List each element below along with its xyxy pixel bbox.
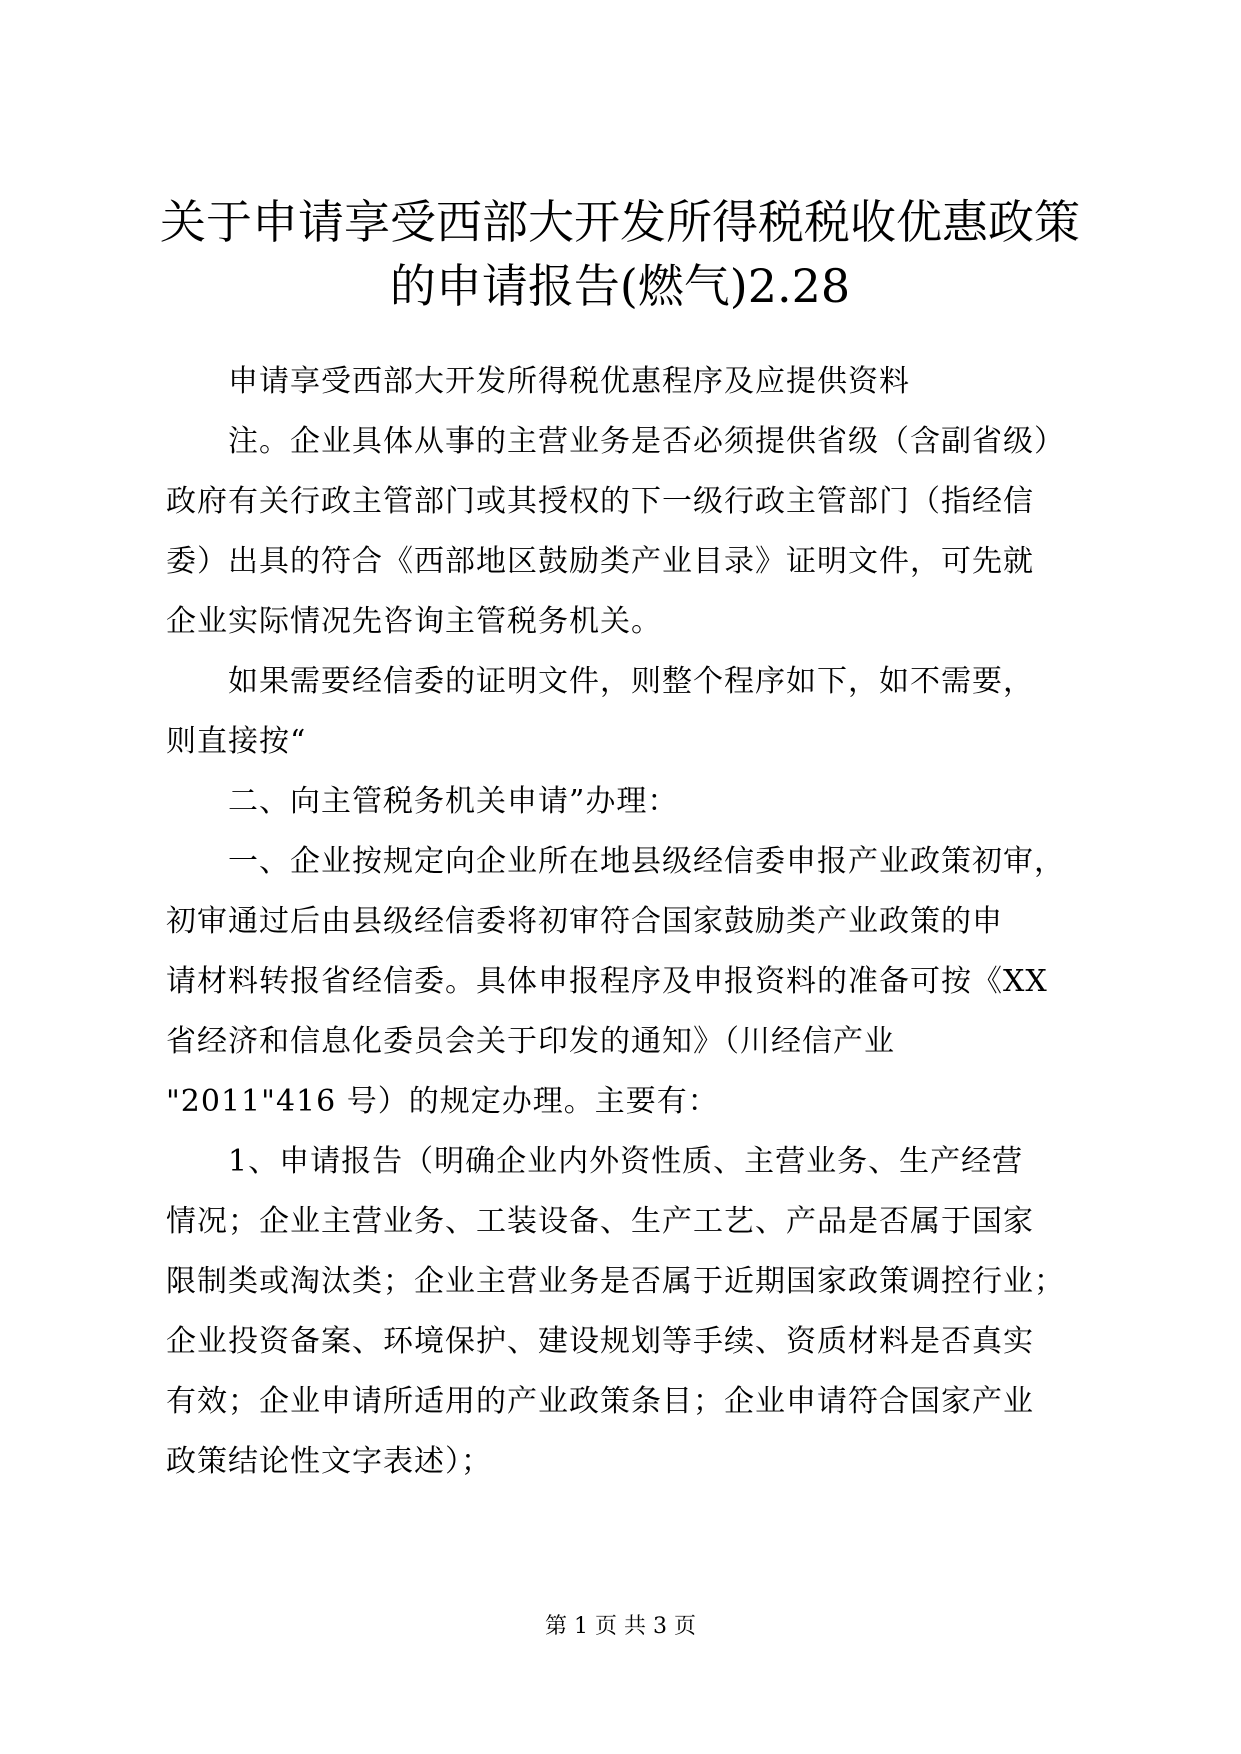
- paragraph-6: [166, 1132, 1074, 1492]
- paragraph-line: 初审通过后由县级经信委将初审符合国家鼓励类产业政策的申: [166, 904, 1003, 939]
- paragraph-line: 二、向主管税务机关申请”办理：: [228, 784, 679, 819]
- paragraph-5: [166, 832, 1074, 1132]
- paragraph-line: 1、申请报告（明确企业内外资性质、主营业务、生产经营: [228, 1144, 1024, 1179]
- title-line-2: 的申请报告(燃气)2.28: [389, 259, 851, 313]
- paragraph-line: 一、企业按规定向企业所在地县级经信委申报产业政策初审，: [228, 844, 1065, 879]
- paragraph-line: 省经济和信息化委员会关于印发的通知》（川经信产业: [166, 1024, 895, 1059]
- paragraph-line: 企业投资备案、环境保护、建设规划等手续、资质材料是否真实: [166, 1324, 1034, 1359]
- paragraph-line: 限制类或淘汰类；企业主营业务是否属于近期国家政策调控行业；: [166, 1264, 1065, 1299]
- title-line-1: 关于申请享受西部大开发所得税税收优惠政策: [160, 195, 1080, 249]
- paragraph-line: 请材料转报省经信委。具体申报程序及申报资料的准备可按《XX: [166, 964, 1048, 999]
- paragraph-line: 政策结论性文字表述）；: [166, 1444, 492, 1479]
- page-footer: 第 1 页 共 3 页: [545, 1614, 696, 1639]
- paragraph-line: 注。企业具体从事的主营业务是否必须提供省级（含副省级）: [228, 424, 1065, 459]
- paragraph-line: 政府有关行政主管部门或其授权的下一级行政主管部门（指经信: [166, 484, 1034, 519]
- paragraph-line: 情况；企业主营业务、工装设备、生产工艺、产品是否属于国家: [166, 1204, 1034, 1239]
- paragraph-line: 企业实际情况先咨询主管税务机关。: [166, 604, 662, 639]
- paragraph-3: [166, 652, 1074, 772]
- document-title: [120, 190, 1120, 318]
- paragraph-line: 如果需要经信委的证明文件，则整个程序如下，如不需要，: [228, 664, 1034, 699]
- paragraph-line: 委）出具的符合《西部地区鼓励类产业目录》证明文件，可先就: [166, 544, 1034, 579]
- paragraph-line: "2011"416 号）的规定办理。主要有：: [166, 1084, 719, 1119]
- paragraph-line: 则直接按“: [166, 724, 307, 759]
- paragraph-line: 申请享受西部大开发所得税优惠程序及应提供资料: [228, 364, 910, 399]
- paragraph-1: [166, 352, 1074, 412]
- paragraph-2: [166, 412, 1074, 652]
- paragraph-line: 有效；企业申请所适用的产业政策条目；企业申请符合国家产业: [166, 1384, 1034, 1419]
- paragraph-4: [166, 772, 1074, 832]
- document-body: [166, 352, 1074, 1492]
